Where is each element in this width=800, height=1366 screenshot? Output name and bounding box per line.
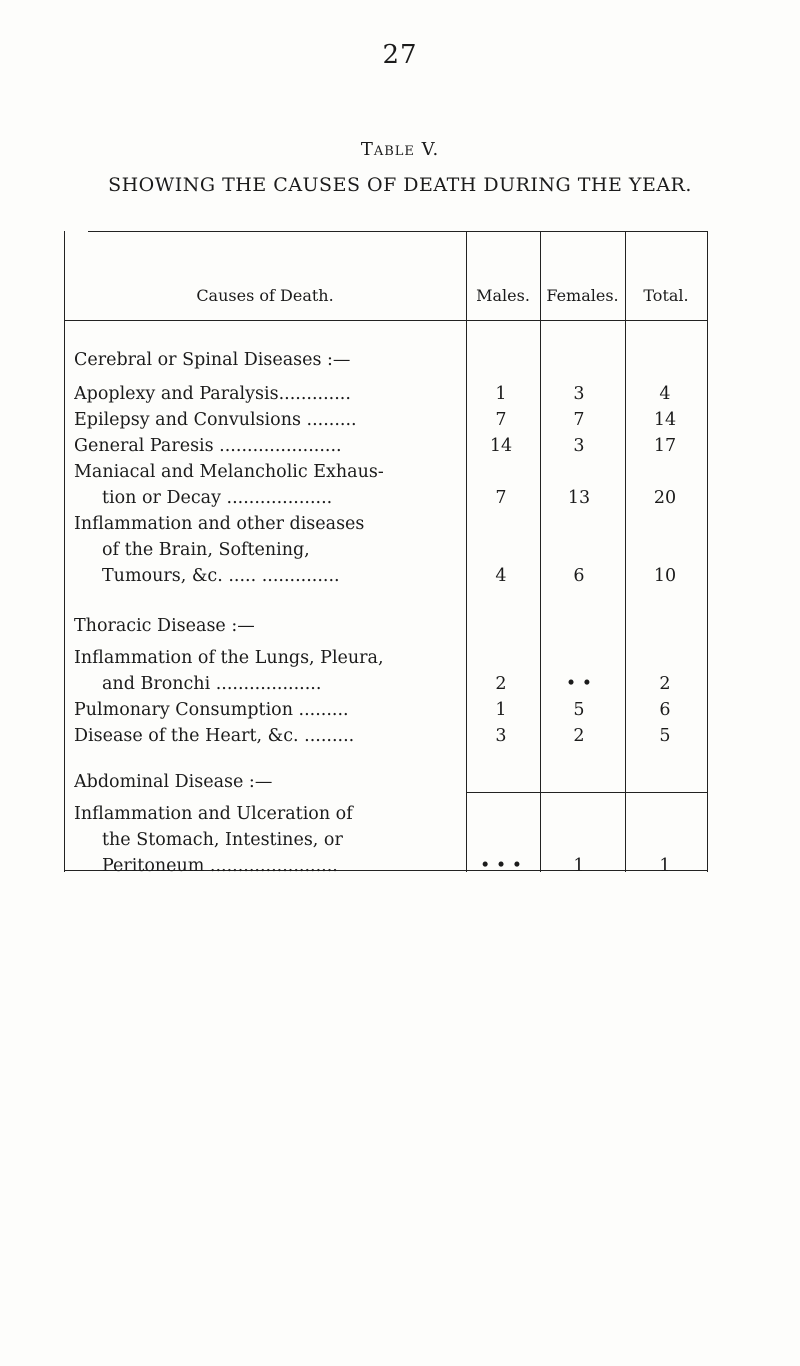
males-value: 7 — [495, 488, 507, 508]
females-value: 3 — [573, 436, 585, 456]
males-value: • • • — [479, 856, 523, 876]
cause-label: Disease of the Heart, &c. ......... — [74, 726, 355, 746]
cause-label: Epilepsy and Convulsions ......... — [74, 410, 357, 430]
females-value: 5 — [573, 700, 585, 720]
cause-label: and Bronchi ................... — [102, 674, 322, 694]
total-value: 14 — [653, 410, 677, 430]
cause-label: Inflammation and Ulceration of — [74, 804, 353, 824]
total-value: 4 — [659, 384, 671, 404]
cause-label: Apoplexy and Paralysis............. — [74, 384, 351, 404]
table-caption: Table V. — [360, 139, 440, 160]
females-value: 3 — [573, 384, 585, 404]
table-row-continued — [64, 804, 708, 830]
total-value: 6 — [659, 700, 671, 720]
total-value: 10 — [653, 566, 677, 586]
section-title: Abdominal Disease :— — [74, 772, 273, 792]
table-row — [64, 856, 708, 882]
females-value: • • — [565, 674, 593, 694]
cause-label: Pulmonary Consumption ......... — [74, 700, 349, 720]
cause-label: Inflammation and other diseases — [74, 514, 365, 534]
cause-label: tion or Decay ................... — [102, 488, 333, 508]
lower-section-layer — [64, 0, 708, 1366]
section-title: Cerebral or Spinal Diseases :— — [74, 350, 351, 370]
males-value: 7 — [495, 410, 507, 430]
males-value: 3 — [495, 726, 507, 746]
table-row-continued — [64, 830, 708, 856]
cause-label: Tumours, &c. ..... .............. — [102, 566, 340, 586]
cause-label: Maniacal and Melancholic Exhaus- — [74, 462, 384, 482]
cause-label: Inflammation of the Lungs, Pleura, — [74, 648, 384, 668]
section-title: Thoracic Disease :— — [74, 616, 255, 636]
header-causes: Causes of Death. — [196, 286, 334, 305]
males-value: 2 — [495, 674, 507, 694]
header-males: Males. — [476, 286, 530, 305]
males-value: 14 — [489, 436, 513, 456]
cause-label: the Stomach, Intestines, or — [102, 830, 343, 850]
cause-label: of the Brain, Softening, — [102, 540, 310, 560]
females-value: 7 — [573, 410, 585, 430]
females-value: 1 — [573, 856, 585, 876]
total-value: 5 — [659, 726, 671, 746]
header-total: Total. — [643, 286, 689, 305]
section-abdominal — [64, 772, 708, 798]
females-value: 6 — [573, 566, 585, 586]
females-value: 2 — [573, 726, 585, 746]
males-value: 1 — [495, 700, 507, 720]
females-value: 13 — [567, 488, 591, 508]
page-number: 27 — [382, 40, 418, 70]
total-value: 2 — [659, 674, 671, 694]
cause-label: General Paresis ...................... — [74, 436, 342, 456]
total-value: 1 — [659, 856, 671, 876]
males-value: 1 — [495, 384, 507, 404]
table-subtitle: SHOWING THE CAUSES OF DEATH DURING THE YEAR. — [108, 174, 692, 196]
header-females: Females. — [546, 286, 619, 305]
cause-label: Peritoneum ....................... — [102, 856, 338, 876]
total-value: 17 — [653, 436, 677, 456]
total-value: 20 — [653, 488, 677, 508]
males-value: 4 — [495, 566, 507, 586]
